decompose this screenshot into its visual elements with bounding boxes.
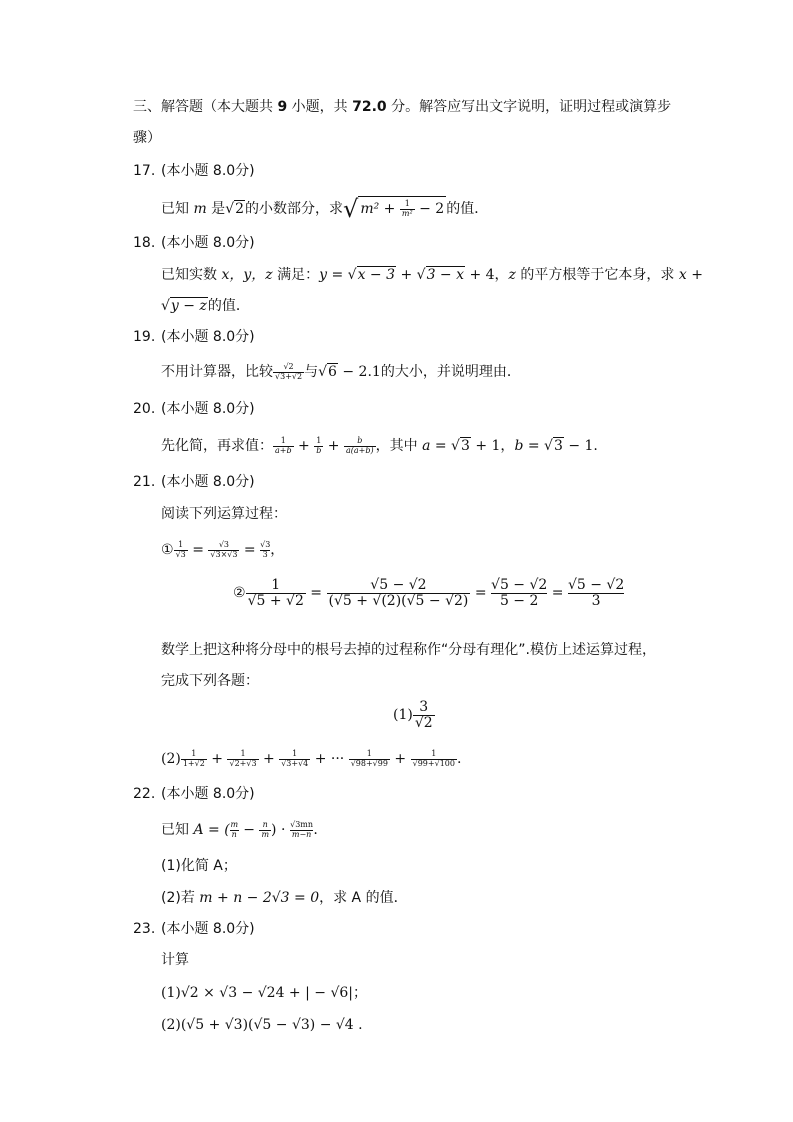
problem-23-header: 23. (本小题 8.0分) — [133, 921, 255, 937]
problem-18-body-cont: √y − z的值． — [161, 298, 250, 314]
fraction: $\frac{1}{√2+√3}$ — [229, 749, 257, 768]
sqrt-2: √2 — [225, 201, 245, 217]
section-heading-cont: 骤） — [133, 130, 161, 146]
fraction: $\frac{1}{b}$ — [316, 436, 322, 455]
fraction: $\frac{√3}{√3\times√3}$ — [210, 540, 238, 559]
sqrt-x-3: √x − 3 — [347, 267, 395, 283]
problem-21-step1: ① $\frac{1}{√3}$ = $\frac{√3}{√3\times√3}$ = $\frac{√3}{3}$ ， — [161, 540, 285, 559]
problem-22-q1: (1)化简 A； — [161, 858, 237, 874]
problem-23-title: 计算 — [161, 952, 189, 968]
problem-23-q1: (1)√2 × √3 − √24 + | − √6|； — [161, 985, 368, 1001]
fraction: $\frac{√5 - √2}{(√5 + √(2)(√5 - √2)}$ — [328, 577, 469, 609]
fraction: $\frac{1}{a+b}$ — [275, 436, 292, 455]
problem-21-intro: 阅读下列运算过程： — [161, 506, 287, 522]
problem-21-q2: (2) $\frac{1}{1+√2}$ + $\frac{1}{√2+√3}$ + $\frac{1}{√3+√4}$ + ··· $\frac{1}{√98+√99}$ + $\frac{1}{√99+√100}$ . — [161, 749, 462, 768]
problem-22-header: 22. (本小题 8.0分) — [133, 786, 255, 802]
problem-21-q1: (1) $\frac{3}{√2}$ — [393, 699, 433, 731]
fraction: $\frac{1}{√3+√4}$ — [281, 749, 309, 768]
problem-20-body: 先化简，再求值： $\frac{1}{a+b}$ + $\frac{1}{b}$ + $\frac{b}{a(a+b)}$ ，其中 a = √3 + 1，b = √3 − 1. — [161, 436, 598, 455]
problem-23-q2: (2)(√5 + √3)(√5 − √3) − √4 . — [161, 1017, 363, 1033]
problem-21-header: 21. (本小题 8.0分) — [133, 474, 255, 490]
section-heading: 三、解答题（本大题共 9 小题，共 72.0 分。解答应写出文字说明，证明过程或演算步 — [133, 99, 672, 115]
sqrt-3: √3 — [451, 438, 470, 454]
fraction: $\frac{1}{√98+√99}$ — [350, 749, 388, 768]
problem-20-header: 20. (本小题 8.0分) — [133, 401, 255, 417]
fraction: $\frac{√3}{3}$ — [260, 540, 271, 559]
fraction: $\frac{3}{√2}$ — [414, 699, 433, 731]
problem-17-body: 已知 m 是√2的小数部分，求√ m² + $\frac{1}{\text{m²}}$ − 2 的值． — [161, 195, 489, 223]
fraction: $\frac{m}{n}$ — [230, 820, 239, 839]
problem-22-body: 已知 A = ( $\frac{m}{n}$ − $\frac{n}{m}$ ) · $\frac{√3mn}{m-n}$ . — [161, 820, 318, 839]
fraction: $\frac{1}{√99+√100}$ — [412, 749, 455, 768]
fraction: $\frac{b}{a(a+b)}$ — [346, 436, 374, 455]
fraction: $\frac{√3mn}{m-n}$ — [290, 820, 314, 839]
problem-18-header: 18. (本小题 8.0分) — [133, 235, 255, 251]
fraction: $\frac{1}{√3}$ — [175, 540, 186, 559]
sqrt-expression: m² + $\frac{1}{\text{m²}}$ − 2 — [358, 196, 446, 219]
problem-19-header: 19. (本小题 8.0分) — [133, 329, 255, 345]
sqrt-y-z: √y − z — [161, 298, 207, 314]
sqrt-3-x: √3 − x — [416, 267, 464, 283]
problem-18-body: 已知实数 x，y，z 满足：y = √x − 3 + √3 − x + 4，z 的平方根等于它本身，求 x + — [161, 267, 703, 283]
problem-21-para2: 完成下列各题： — [161, 673, 259, 689]
problem-17-header: 17. (本小题 8.0分) — [133, 163, 255, 179]
sqrt-3: √3 — [544, 438, 563, 454]
fraction: $\frac{1}{1+√2}$ — [182, 749, 205, 768]
problem-19-body: 不用计算器，比较 $\frac{√2}{√3+√2}$ 与√6 − 2.1的大小，并说明理由． — [161, 362, 521, 381]
problem-22-q2: (2)若 m + n − 2√3 = 0，求 A 的值． — [161, 890, 408, 906]
fraction: $\frac{1}{√5 + √2}$ — [247, 577, 304, 609]
fraction: $\frac{√5 - √2}{3}$ — [567, 577, 625, 609]
sqrt-6: √6 — [318, 364, 337, 380]
problem-21-step2: ② $\frac{1}{√5 + √2}$ = $\frac{√5 - √2}{(√5 + √(2)(√5 - √2)}$ = $\frac{√5 - √2}{5 - 2}$ = $\frac{√5 - √2}{3}$ — [233, 577, 625, 609]
fraction: $\frac{√5 - √2}{5 - 2}$ — [491, 577, 548, 609]
problem-21-para1: 数学上把这种将分母中的根号去掉的过程称作“分母有理化”.模仿上述运算过程， — [161, 642, 656, 658]
fraction: $\frac{√2}{√3+√2}$ — [275, 362, 303, 381]
fraction: $\frac{n}{m}$ — [261, 820, 270, 839]
